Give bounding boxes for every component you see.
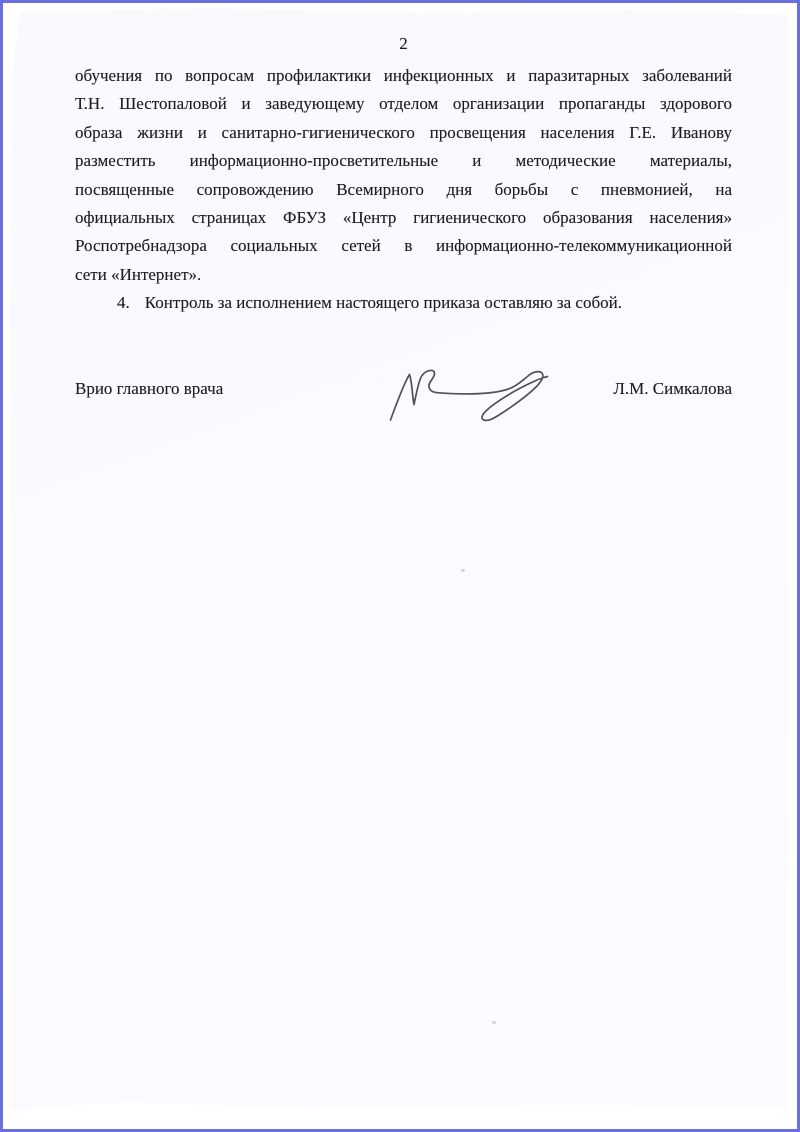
handwritten-signature-icon <box>360 352 570 452</box>
item-text: Контроль за исполнением настоящего приказа оставляю за собой. <box>144 293 622 313</box>
order-body-paragraph <box>75 62 732 318</box>
body-line-5: посвященные сопровождению Всемирного дня борьбы с пневмонией, на <box>75 179 732 199</box>
body-line-6: официальных страницах ФБУЗ «Центр гигиенического образования населения» <box>75 207 732 227</box>
order-item-4 <box>75 289 732 317</box>
item-number: 4. <box>117 293 130 313</box>
body-line-7: Роспотребнадзора социальных сетей в информационно-телекоммуникационной <box>75 236 732 256</box>
scan-speck <box>461 569 465 572</box>
body-line-2: Т.Н. Шестопаловой и заведующему отделом организации пропаганды здорового <box>75 94 732 114</box>
scan-speck <box>492 1021 496 1024</box>
body-line-3: образа жизни и санитарно-гигиенического просвещения населения Г.Е. Иванову <box>75 122 732 142</box>
body-line-4: разместить информационно-просветительные и методические материалы, <box>75 151 732 171</box>
signer-name: Л.М. Симкалова <box>613 379 732 398</box>
page-number: 2 <box>399 34 408 53</box>
position-title: Врио главного врача <box>75 379 224 398</box>
body-line-1: обучения по вопросам профилактики инфекционных и паразитарных заболеваний <box>75 66 732 85</box>
body-line-8: сети «Интернет». <box>75 264 202 284</box>
